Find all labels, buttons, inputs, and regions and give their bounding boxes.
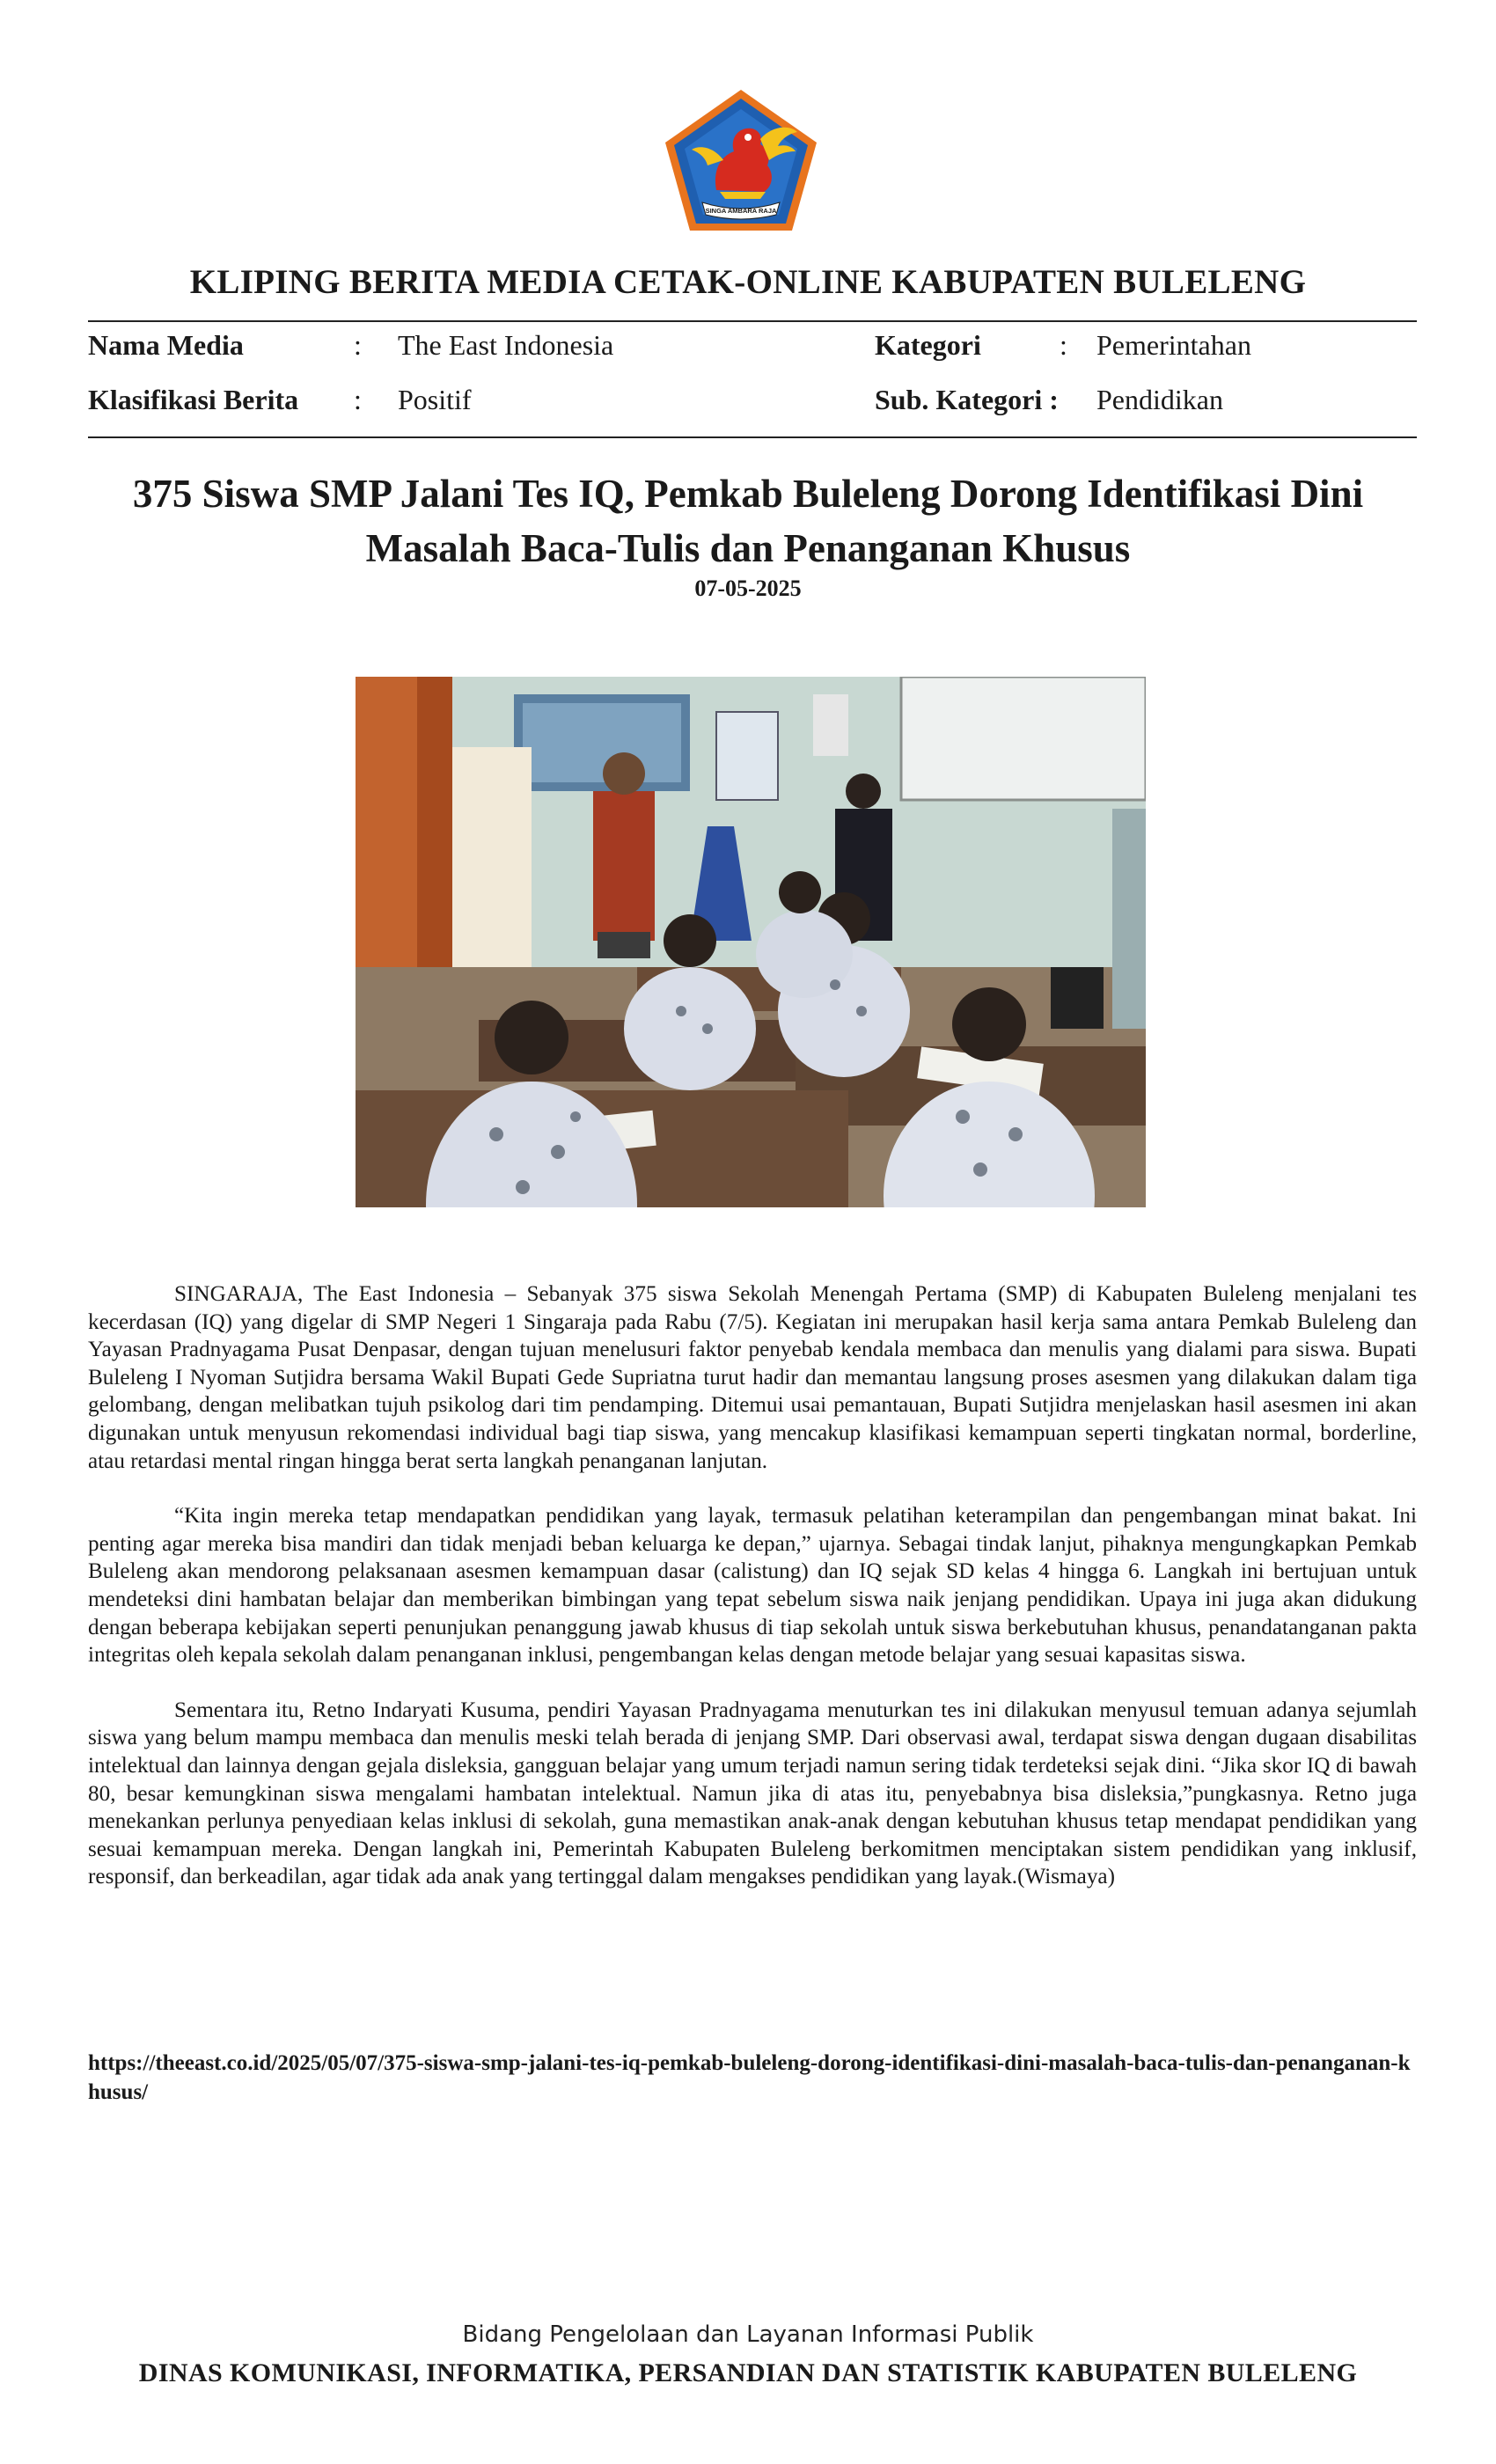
article-photo <box>356 677 1146 1207</box>
klasifikasi-label: Klasifikasi Berita <box>88 384 299 415</box>
header-rule-bottom <box>88 436 1417 438</box>
footer-department: Bidang Pengelolaan dan Layanan Informasi Publik <box>462 2321 1034 2348</box>
source-url-link[interactable]: https://theeast.co.id/2025/05/07/375-siswa-smp-jalani-tes-iq-pemkab-buleleng-dorong-identifikasi-dini-masalah-baca-tulis-dan-penanganan-khusus/ <box>88 2051 1411 2104</box>
article-body <box>88 1280 1417 1918</box>
article-paragraph: Sementara itu, Retno Indaryati Kusuma, pendiri Yayasan Pradnyagama menuturkan tes ini dilakukan menyusul temuan adanya sejumlah siswa yang belum mampu membaca dan menulis meski telah berada di jenjang SMP. Dari observasi awal, terdapat siswa dengan dugaan disabilitas intelektual dan lainnya dengan gejala disleksia, gangguan belajar yang umum terjadi namun sering tidak terdeteksi sejak dini. “Jika skor IQ di bawah 80, besar kemungkinan siswa mengalami hambatan intelektual. Namun jika di atas itu, penyebabnya bisa disleksia,”pungkasnya. Retno juga menekankan perlunya penyediaan kelas inklusi di sekolah, guna memastikan anak-anak dengan kebutuhan khusus tetap mendapat pendidikan yang sesuai kemampuan mereka. Dengan langkah ini, Pemerintah Kabupaten Buleleng berkomitmen menciptakan sistem pendidikan yang inklusif, responsif, dan berkeadilan, agar tidak ada anak yang tertinggal dalam mengakses pendidikan yang layak.(Wismaya) <box>88 1698 1417 1889</box>
article-date: 07-05-2025 <box>694 576 802 601</box>
kategori-label: Kategori <box>875 329 981 361</box>
nama-media-value: The East Indonesia <box>398 329 614 361</box>
article-paragraph: SINGARAJA, The East Indonesia – Sebanyak 375 siswa Sekolah Menengah Pertama (SMP) di Kabupaten Buleleng menjalani tes kecerdasan (IQ) yang digelar di SMP Negeri 1 Singaraja pada Rabu (7/5). Kegiatan ini merupakan hasil kerja sama antara Pemkab Buleleng dan Yayasan Pradnyagama Pusat Denpasar, dengan tujuan menelusuri faktor penyebab kendala membaca dan menulis yang dialami para siswa. Bupati Buleleng I Nyoman Sutjidra bersama Wakil Bupati Gede Supriatna turut hadir dan memantau langsung proses asesmen yang dilakukan dalam tiga gelombang, dengan melibatkan tujuh psikolog dari tim pendamping. Ditemui usai pemantauan, Bupati Sutjidra menjelaskan hasil asesmen ini akan digunakan untuk menyusun rekomendasi individual bagi tiap siswa, yang mencakup klasifikasi kemampuan seperti tingkatan normal, borderline, atau retardasi mental ringan hingga berat serta langkah penanganan lanjutan. <box>88 1282 1417 1473</box>
kategori-value: Pemerintahan <box>1096 329 1251 361</box>
kabupaten-buleleng-logo <box>662 86 820 234</box>
sub-kategori-value: Pendidikan <box>1096 384 1223 415</box>
nama-media-label: Nama Media <box>88 329 244 361</box>
sub-kategori-label: Sub. Kategori : <box>875 384 1059 415</box>
kategori-colon: : <box>1060 329 1067 361</box>
footer-agency: DINAS KOMUNIKASI, INFORMATIKA, PERSANDIAN DAN STATISTIK KABUPATEN BULELENG <box>138 2358 1358 2387</box>
svg-text:SINGA AMBARA RAJA: SINGA AMBARA RAJA <box>705 207 777 215</box>
document-header-title: KLIPING BERITA MEDIA CETAK-ONLINE KABUPATEN BULELENG <box>189 263 1307 301</box>
header-rule-top <box>88 320 1417 322</box>
article-paragraph: “Kita ingin mereka tetap mendapatkan pendidikan yang layak, termasuk pelatihan keterampilan dan pengembangan minat bakat. Ini penting agar mereka bisa mandiri dan tidak menjadi beban keluarga ke depan,” ujarnya. Sebagai tindak lanjut, pihaknya mengungkapkan Pemkab Buleleng akan mendorong pelaksanaan asesmen kemampuan dasar (calistung) dan IQ sejak SD kelas 4 hingga 6. Langkah ini bertujuan untuk mendeteksi dini hambatan belajar dan memberikan bimbingan yang tepat sebelum siswa naik jenjang pendidikan. Upaya ini juga akan didukung dengan beberapa kebijakan seperti penunjukan penanggung jawab khusus di tiap sekolah untuk siswa berkebutuhan khusus, penandatanganan pakta integritas oleh kepala sekolah dalam penanganan inklusi, pengembangan kelas dengan metode belajar yang sesuai kapasitas siswa. <box>88 1504 1417 1668</box>
klasifikasi-colon: : <box>354 384 362 415</box>
nama-media-colon: : <box>354 329 362 361</box>
klasifikasi-value: Positif <box>398 384 472 415</box>
article-title: 375 Siswa SMP Jalani Tes IQ, Pemkab Buleleng Dorong Identifikasi Dini Masalah Baca-Tulis dan Penanganan Khusus <box>132 472 1364 570</box>
